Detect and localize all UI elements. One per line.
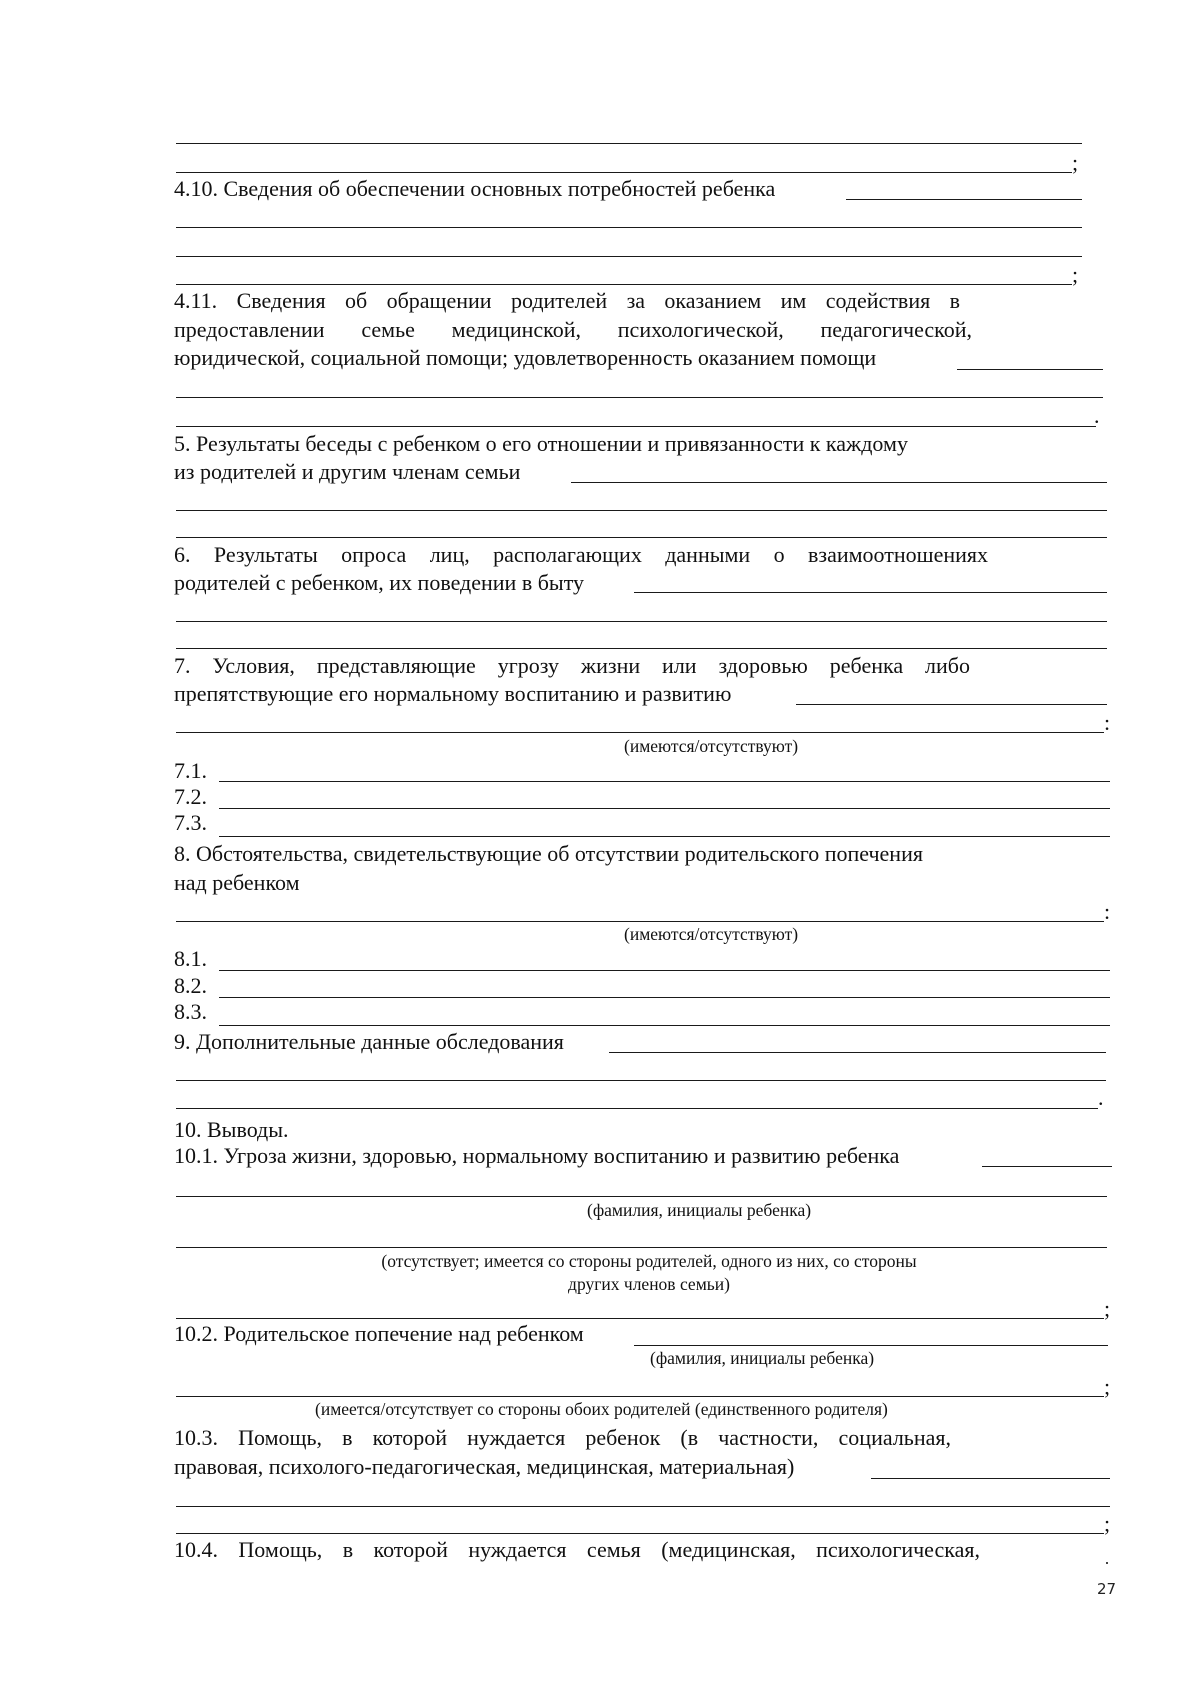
fill-line[interactable] bbox=[176, 510, 1107, 511]
section-4-11-line-3: юридической, социальной помощи; удовлетворенность оказанием помощи bbox=[174, 345, 877, 370]
section-10-1-caption-threat-1: (отсутствует; имеется со стороны родителей, одного из них, со стороны bbox=[381, 1251, 917, 1271]
fill-line[interactable] bbox=[219, 997, 1110, 998]
fill-line[interactable] bbox=[176, 426, 1096, 427]
fill-line[interactable] bbox=[176, 256, 1082, 257]
fill-line[interactable] bbox=[176, 1506, 1110, 1507]
fill-line[interactable] bbox=[846, 199, 1082, 200]
semicolon: ; bbox=[1072, 150, 1079, 175]
fill-line[interactable] bbox=[176, 1196, 1107, 1197]
fill-line[interactable] bbox=[176, 1396, 1104, 1397]
section-10-2-caption-name: (фамилия, инициалы ребенка) bbox=[650, 1348, 875, 1368]
section-4-11-line-2: предоставлении семье медицинской, психологической, педагогической, bbox=[174, 317, 972, 342]
fill-line[interactable] bbox=[176, 284, 1072, 285]
fill-line[interactable] bbox=[219, 808, 1110, 809]
colon: : bbox=[1104, 710, 1111, 735]
fill-line[interactable] bbox=[982, 1166, 1112, 1167]
fill-line[interactable] bbox=[176, 537, 1107, 538]
section-5-line-1: 5. Результаты беседы с ребенком о его отношении и привязанности к каждому bbox=[174, 431, 908, 456]
fill-line[interactable] bbox=[957, 369, 1103, 370]
section-10-3-line-1: 10.3. Помощь, в которой нуждается ребенок (в частности, социальная, bbox=[174, 1425, 951, 1450]
fill-line[interactable] bbox=[219, 970, 1110, 971]
fill-line[interactable] bbox=[634, 592, 1107, 593]
semicolon: ; bbox=[1104, 1374, 1111, 1399]
section-10-2-label: 10.2. Родительское попечение над ребенком bbox=[174, 1321, 584, 1346]
fill-line[interactable] bbox=[176, 397, 1103, 398]
fill-line[interactable] bbox=[796, 704, 1107, 705]
section-7-line-1: 7. Условия, представляющие угрозу жизни или здоровью ребенка либо bbox=[174, 653, 970, 678]
section-10-2-caption-care: (имеется/отсутствует со стороны обоих родителей (единственного родителя) bbox=[315, 1399, 888, 1419]
fill-line[interactable] bbox=[176, 1533, 1104, 1534]
fill-line[interactable] bbox=[219, 1025, 1110, 1026]
fill-line[interactable] bbox=[176, 621, 1107, 622]
section-7-line-2: препятствующие его нормальному воспитанию и развитию bbox=[174, 681, 732, 706]
fill-line[interactable] bbox=[176, 1318, 1104, 1319]
fill-line[interactable] bbox=[176, 732, 1104, 733]
section-6-line-1: 6. Результаты опроса лиц, располагающих данными о взаимоотношениях bbox=[174, 542, 988, 567]
section-5-line-2: из родителей и другим членам семьи bbox=[174, 459, 521, 484]
semicolon: ; bbox=[1072, 262, 1079, 287]
section-10-heading: 10. Выводы. bbox=[174, 1117, 289, 1142]
section-10-3-line-2: правовая, психолого-педагогическая, медицинская, материальная) bbox=[174, 1454, 795, 1479]
period: . bbox=[1098, 1085, 1104, 1110]
item-8-1: 8.1. bbox=[174, 946, 207, 971]
item-8-2: 8.2. bbox=[174, 973, 207, 998]
section-4-11-line-1: 4.11. Сведения об обращении родителей за оказанием им содействия в bbox=[174, 288, 960, 313]
section-10-1-label: 10.1. Угроза жизни, здоровью, нормальному воспитанию и развитию ребенка bbox=[174, 1143, 900, 1168]
section-10-4-line-1: 10.4. Помощь, в которой нуждается семья (медицинская, психологическая, bbox=[174, 1537, 980, 1562]
item-8-3: 8.3. bbox=[174, 999, 207, 1024]
fill-line[interactable] bbox=[176, 1247, 1107, 1248]
section-4-10-label: 4.10. Сведения об обеспечении основных потребностей ребенка bbox=[174, 176, 776, 201]
section-10-1-caption-name: (фамилия, инициалы ребенка) bbox=[587, 1200, 812, 1220]
fill-line[interactable] bbox=[176, 172, 1072, 173]
semicolon: ; bbox=[1104, 1296, 1111, 1321]
section-9-label: 9. Дополнительные данные обследования bbox=[174, 1029, 564, 1054]
period: . bbox=[1094, 403, 1100, 428]
fill-line[interactable] bbox=[176, 227, 1082, 228]
fill-line[interactable] bbox=[176, 1108, 1098, 1109]
item-7-3: 7.3. bbox=[174, 810, 207, 835]
fill-line[interactable] bbox=[219, 836, 1110, 837]
fill-line[interactable] bbox=[176, 143, 1082, 144]
fill-line[interactable] bbox=[871, 1478, 1110, 1479]
fill-line[interactable] bbox=[609, 1052, 1106, 1053]
section-10-1-caption-threat-2: других членов семьи) bbox=[568, 1274, 730, 1294]
fill-line[interactable] bbox=[176, 648, 1107, 649]
section-8-line-1: 8. Обстоятельства, свидетельствующие об отсутствии родительского попечения bbox=[174, 841, 923, 866]
section-8-line-2: над ребенком bbox=[174, 870, 300, 895]
item-7-2: 7.2. bbox=[174, 784, 207, 809]
colon: : bbox=[1104, 899, 1111, 924]
section-7-caption: (имеются/отсутствуют) bbox=[624, 736, 799, 756]
fill-line[interactable] bbox=[176, 921, 1104, 922]
semicolon: ; bbox=[1104, 1511, 1111, 1536]
fill-line[interactable] bbox=[176, 1080, 1106, 1081]
scan-speck bbox=[1106, 1562, 1108, 1564]
section-8-caption: (имеются/отсутствуют) bbox=[624, 924, 799, 944]
item-7-1: 7.1. bbox=[174, 758, 207, 783]
fill-line[interactable] bbox=[634, 1345, 1108, 1346]
section-6-line-2: родителей с ребенком, их поведении в быту bbox=[174, 570, 585, 595]
fill-line[interactable] bbox=[571, 482, 1107, 483]
page-number: 27 bbox=[1097, 1580, 1117, 1598]
fill-line[interactable] bbox=[219, 781, 1110, 782]
